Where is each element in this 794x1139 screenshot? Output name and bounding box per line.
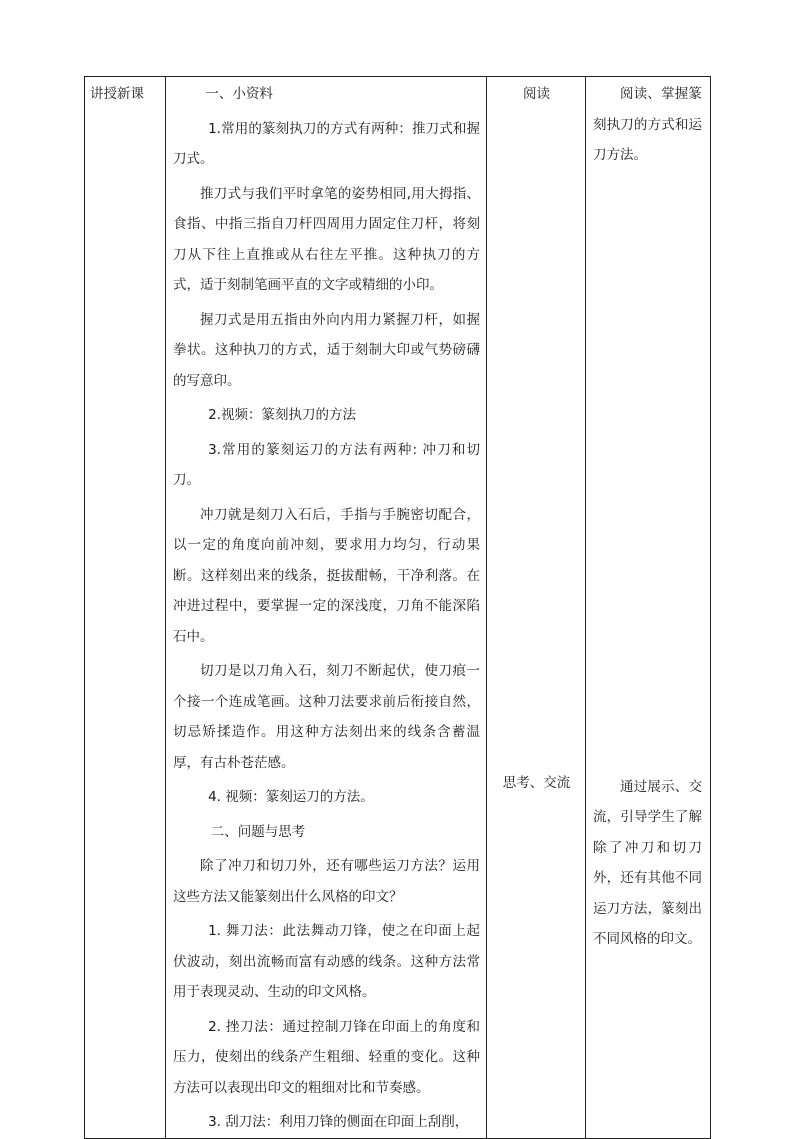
content-cell bbox=[166, 77, 487, 1139]
stage-label: 讲授新课 bbox=[90, 86, 144, 102]
stage-cell bbox=[85, 77, 166, 1139]
student-activity-discuss: 思考、交流 bbox=[502, 774, 571, 791]
content-paragraph: 除了冲刀和切刀外，还有哪些运刀方法？运用这些方法又能篆刻出什么风格的印文？ bbox=[173, 858, 480, 905]
student-activity-read: 阅读 bbox=[523, 86, 550, 102]
intent-cell bbox=[586, 77, 711, 1139]
lesson-table bbox=[84, 76, 711, 1139]
content-paragraph: 推刀式与我们平时拿笔的姿势相同,用大拇指、食指、中指三指自刀杆四周用力固定住刀杆，将刻刀从下往上直推或从右往左平推。这种执刀的方式，适于刻制笔画平直的文字或精细的小印。 bbox=[173, 185, 480, 293]
content-paragraph: 冲刀就是刻刀入石后，手指与手腕密切配合，以一定的角度向前冲刻，要求用力均匀，行动果断。这样刻出来的线条，挺拔酣畅，干净利落。在冲进过程中，要掌握一定的深浅度，刀角不能深陷石中。 bbox=[173, 506, 480, 645]
content-paragraph: 1.常用的篆刻执刀的方式有两种：推刀式和握刀式。 bbox=[173, 120, 480, 167]
content-paragraph: 4. 视频：篆刻运刀的方法。 bbox=[208, 789, 374, 805]
content-paragraph: 握刀式是用五指由外向内用力紧握刀杆，如握拳状。这种执刀的方式，适于刻制大印或气势磅礴的写意印。 bbox=[173, 311, 480, 389]
design-intent-b: 通过展示、交流，引导学生了解除了冲刀和切刀外，还有其他不同运刀方法，篆刻出不同风格的印文。 bbox=[593, 778, 702, 947]
content-paragraph: 2.视频：篆刻执刀的方法 bbox=[208, 407, 356, 423]
content-paragraph: 2. 挫刀法：通过控制刀锋在印面上的角度和压力，使刻出的线条产生粗细、轻重的变化。这种方法可以表现出印文的粗细对比和节奏感。 bbox=[173, 1018, 480, 1096]
section-heading-materials: 一、小资料 bbox=[205, 86, 273, 102]
content-paragraph: 1. 舞刀法：此法舞动刀锋，使之在印面上起伏波动，刻出流畅而富有动感的线条。这种方法常用于表现灵动、生动的印文风格。 bbox=[173, 923, 480, 1000]
content-paragraph: 3.常用的篆刻运刀的方法有两种: 冲刀和切刀。 bbox=[173, 441, 480, 488]
table-row bbox=[85, 77, 711, 1139]
section-heading-questions: 二、问题与思考 bbox=[210, 823, 306, 840]
design-intent-a: 阅读、掌握篆刻执刀的方式和运刀方法。 bbox=[593, 86, 702, 163]
activity-cell bbox=[487, 77, 586, 1139]
content-paragraph: 切刀是以刀角入石，刻刀不断起伏，使刀痕一个接一个连成笔画。这种刀法要求前后衔接自然，切忌矫揉造作。用这种方法刻出来的线条含蓄温厚，有古朴苍茫感。 bbox=[173, 663, 480, 771]
content-paragraph: 3. 刮刀法：利用刀锋的侧面在印面上刮削， bbox=[208, 1114, 469, 1130]
